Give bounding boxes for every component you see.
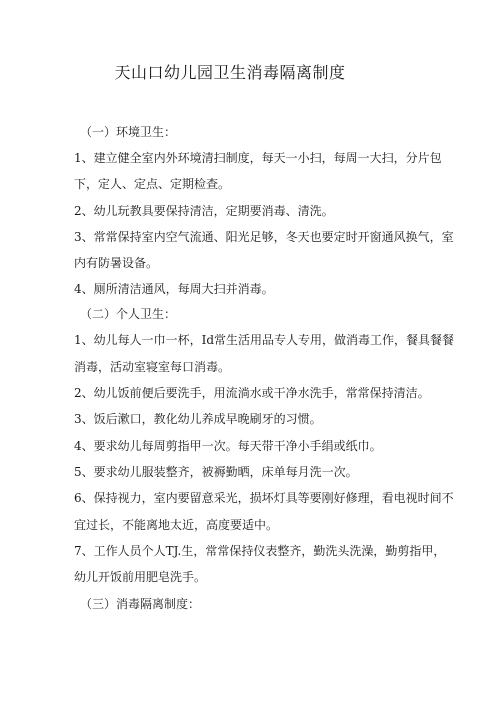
document-title: 天山口幼儿园卫生消毒隔离制度 — [114, 63, 346, 82]
paragraph-line: 4、厕所清洁通风，每周大扫并消毒。 — [74, 282, 274, 296]
paragraph-line: 6、保持视力，室内要留意采光，损坏灯具等要刚好修理，看电视时间不 — [74, 491, 454, 505]
paragraph-line: 幼儿开饭前用肥皂洗手。 — [74, 570, 207, 584]
paragraph-line: 消毒，活动室寝室每口消毒。 — [74, 360, 231, 374]
paragraph-line: 5、要求幼儿服装整齐，被褥勤晒，床单每月洗一次。 — [74, 465, 358, 479]
section-heading-disinfection: （三）消毒隔离制度： — [80, 597, 201, 611]
paragraph-line: 1、建立健全室内外环境清扫制度，每天一小扫，每周一大扫，分片包 — [74, 151, 442, 165]
paragraph-line: 下，定人、定点、定期检查。 — [74, 177, 231, 191]
paragraph-line: 3、常常保持室内空气流通、阳光足够，冬天也要定时开窗通风换气，室 — [74, 230, 454, 244]
paragraph-line: 3、饭后漱口，教化幼儿养成早晚刷牙的习惯。 — [74, 412, 322, 426]
paragraph-line: 宜过长，不能离地太近，高度要适中。 — [74, 518, 279, 532]
paragraph-line: 2、幼儿玩教具要保持清洁，定期要消毒、清洗。 — [74, 204, 334, 218]
paragraph-line: 1、幼儿每人一巾一杯，Id常生活用品专人专用，做消毒工作，餐具餐餐 — [74, 333, 455, 347]
section-heading-environment: （一）环境卫生： — [80, 125, 177, 139]
paragraph-line: 4、要求幼儿每周剪指甲一次。每天带干净小手绢或纸巾。 — [74, 439, 382, 453]
paragraph-line: 内有防暑设备。 — [74, 256, 159, 270]
section-heading-personal: （二）个人卫生： — [80, 307, 177, 321]
paragraph-line: 2、幼儿饭前便后要洗手，用流淌水或干净水洗手，常常保持清洁。 — [74, 386, 430, 400]
paragraph-line: 7、工作人员个人TJ.生，常常保持仪表整齐，勤洗头洗澡，勤剪指甲， — [74, 544, 446, 558]
